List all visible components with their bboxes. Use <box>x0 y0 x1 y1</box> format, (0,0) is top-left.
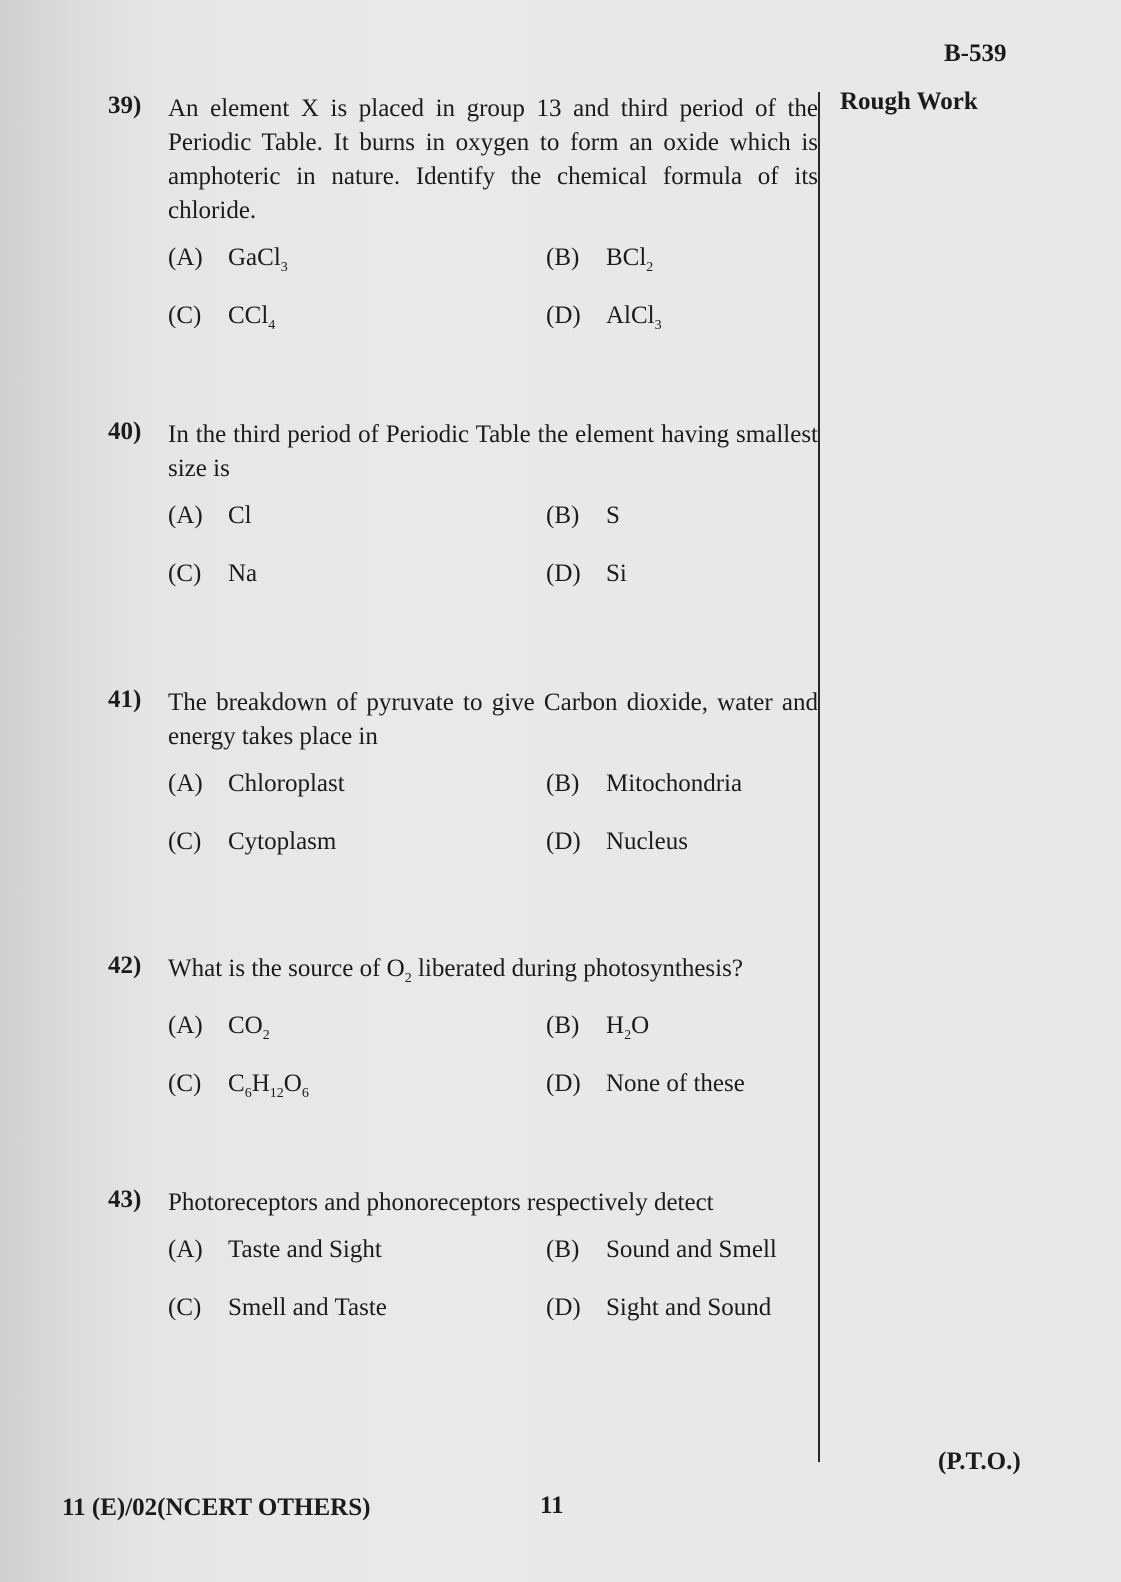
option-letter: (A) <box>168 770 203 797</box>
option-subscript: 6 <box>301 1086 309 1101</box>
options <box>108 244 818 368</box>
option-text: Cl <box>228 502 252 529</box>
option-text: Taste and Sight <box>228 1236 382 1263</box>
option-b <box>546 244 653 276</box>
option-letter: (C) <box>168 302 202 329</box>
option-subscript: 2 <box>646 260 654 275</box>
option-d <box>546 1294 771 1322</box>
option-text: H <box>251 1070 270 1097</box>
rough-work-heading: Rough Work <box>840 88 978 115</box>
option-subscript: 2 <box>262 1028 270 1043</box>
option-letter: (D) <box>546 1294 581 1321</box>
question-40 <box>108 418 818 626</box>
option-text: H <box>606 1012 625 1039</box>
option-text: AlCl <box>606 302 655 329</box>
option-text: Chloroplast <box>228 770 345 797</box>
option-text: None of these <box>606 1070 745 1097</box>
question-text: In the third period of Periodic Table the element having smallest size is <box>168 421 818 482</box>
question-number: 43) <box>108 1186 142 1213</box>
option-letter: (B) <box>546 1012 580 1039</box>
question-39 <box>108 92 818 368</box>
option-text: CO <box>228 1012 263 1039</box>
option-letter: (D) <box>546 1070 581 1097</box>
option-letter: (A) <box>168 1012 203 1039</box>
option-text: Sight and Sound <box>606 1294 772 1321</box>
option-text: Nucleus <box>606 828 688 855</box>
option-c <box>168 560 257 588</box>
page-code: B-539 <box>944 40 1007 67</box>
option-b <box>546 1236 777 1264</box>
option-text: S <box>606 502 620 529</box>
column-divider <box>818 92 820 1462</box>
question-text: An element X is placed in group 13 and third period of the Periodic Table. It burns in oxygen to form an oxide which is amphoteric in nature. Identify the chemical formula of its chloride. <box>168 95 818 224</box>
footer-code: 11 (E)/02(NCERT OTHERS) <box>62 1494 371 1521</box>
question-text: The breakdown of pyruvate to give Carbon dioxide, water and energy takes place in <box>168 689 818 750</box>
option-subscript: 12 <box>269 1086 284 1101</box>
page-number: 11 <box>540 1492 564 1519</box>
option-b <box>546 502 620 530</box>
option-letter: (A) <box>168 1236 203 1263</box>
option-text: O <box>283 1070 302 1097</box>
option-letter: (C) <box>168 828 202 855</box>
question-text-part: liberated during photosynthesis? <box>411 955 743 982</box>
option-letter: (D) <box>546 302 581 329</box>
option-a <box>168 1012 270 1044</box>
question-text-part: What is the source of O <box>168 955 405 982</box>
pto-label: (P.T.O.) <box>938 1448 1021 1475</box>
option-letter: (C) <box>168 560 202 587</box>
option-subscript: 6 <box>244 1086 252 1101</box>
option-text: Na <box>228 560 258 587</box>
option-text: Si <box>606 560 627 587</box>
question-number: 40) <box>108 418 142 445</box>
options <box>108 502 818 626</box>
question-text <box>168 952 818 996</box>
question-number: 39) <box>108 92 142 119</box>
option-c <box>168 1294 387 1322</box>
question-text-subscript: 2 <box>404 971 412 986</box>
option-d <box>546 1070 745 1098</box>
option-subscript: 2 <box>624 1028 632 1043</box>
option-letter: (D) <box>546 560 581 587</box>
option-text: BCl <box>606 244 647 271</box>
options <box>108 1236 818 1360</box>
options <box>108 1012 818 1136</box>
option-letter: (B) <box>546 1236 580 1263</box>
option-text: O <box>631 1012 650 1039</box>
option-text: Cytoplasm <box>228 828 337 855</box>
option-c <box>168 828 336 856</box>
option-a <box>168 770 345 798</box>
option-subscript: 3 <box>654 318 662 333</box>
option-a <box>168 244 288 276</box>
option-letter: (A) <box>168 244 203 271</box>
option-a <box>168 502 252 530</box>
option-b <box>546 1012 649 1044</box>
option-subscript: 4 <box>268 318 276 333</box>
option-letter: (D) <box>546 828 581 855</box>
option-text: Smell and Taste <box>228 1294 387 1321</box>
option-letter: (B) <box>546 502 580 529</box>
option-c <box>168 302 275 334</box>
option-a <box>168 1236 382 1264</box>
option-text: GaCl <box>228 244 281 271</box>
option-text: Sound and Smell <box>606 1236 777 1263</box>
option-text: Mitochondria <box>606 770 743 797</box>
option-subscript: 3 <box>280 260 288 275</box>
option-d <box>546 828 688 856</box>
question-43 <box>108 1186 818 1360</box>
options <box>108 770 818 894</box>
option-letter: (B) <box>546 244 580 271</box>
option-d <box>546 560 627 588</box>
option-letter: (C) <box>168 1070 202 1097</box>
question-41 <box>108 686 818 894</box>
option-d <box>546 302 662 334</box>
option-letter: (C) <box>168 1294 202 1321</box>
option-c <box>168 1070 309 1102</box>
option-text: C <box>228 1070 245 1097</box>
question-42 <box>108 952 818 1136</box>
question-text: Photoreceptors and phonoreceptors respectively detect <box>168 1189 714 1216</box>
option-letter: (A) <box>168 502 203 529</box>
option-text: CCl <box>228 302 269 329</box>
option-letter: (B) <box>546 770 580 797</box>
option-b <box>546 770 742 798</box>
question-number: 42) <box>108 952 142 979</box>
question-number: 41) <box>108 686 142 713</box>
